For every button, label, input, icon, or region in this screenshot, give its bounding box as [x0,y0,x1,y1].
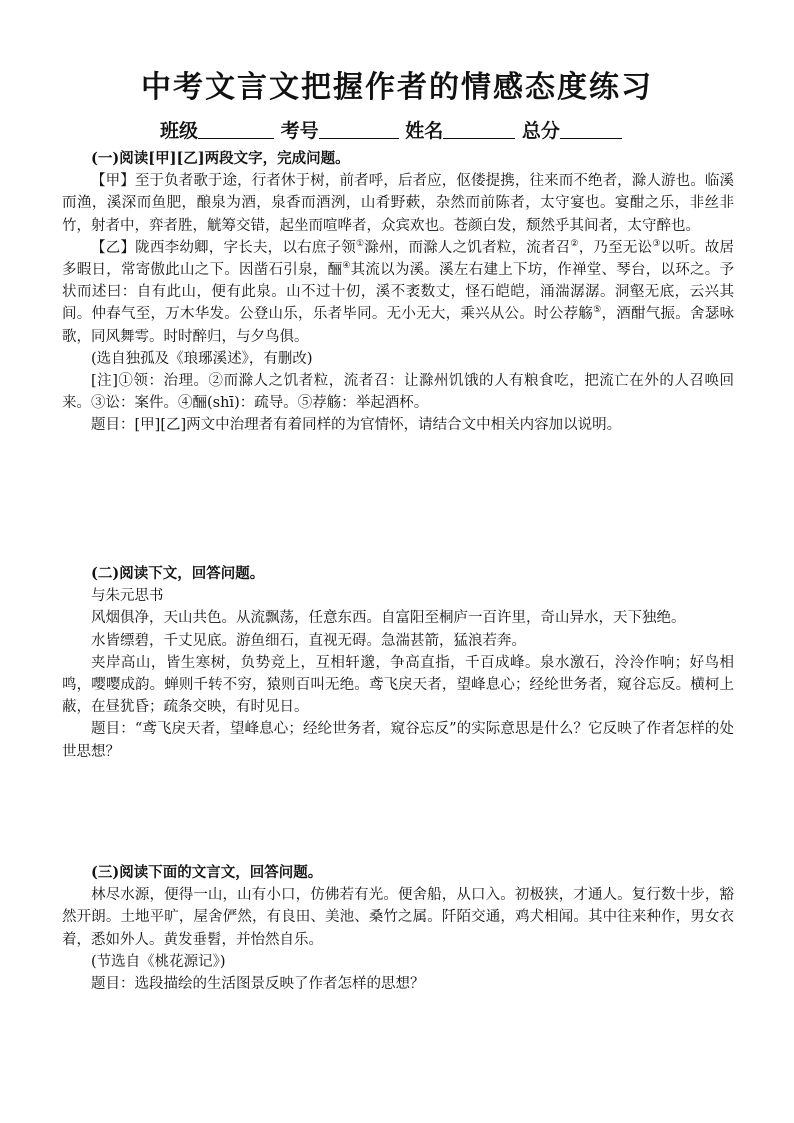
passage-para-1: 风烟俱净，天山共色。从流飘荡，任意东西。自富阳至桐庐一百许里，奇山异水，天下独绝。 [91,610,686,627]
section-2-heading: (二)阅读下文，回答问题。 [91,565,265,582]
exam-no-blank [319,120,399,139]
annotation-notes: [注]①领：治理。②而滁人之饥者粒，流者召：让滁州饥饿的人有粮食吃，把流亡在外的人召唤回来。③讼：案件。④酾(shī)：疏导。⑤荐觞：举起酒杯。 [62,373,734,412]
section-3-heading: (三)阅读下面的文言文，回答问题。 [91,864,323,881]
passage-subtitle: 与朱元思书 [91,588,164,605]
footnote-mark-5: ⑤ [593,305,602,316]
section-1-heading: (一)阅读[甲][乙]两段文字，完成问题。 [91,150,350,167]
question-1: 题目：[甲][乙]两文中治理者有着同样的为官情怀，请结合文中相关内容加以说明。 [91,417,622,434]
passage-yi-source: (选自独孤及《琅琊溪述》，有删改) [91,350,313,367]
class-label: 班级 [160,120,199,142]
name-label: 姓名 [405,120,444,142]
footnote-mark-1: ① [356,238,365,249]
passage-taohuayuan: 林尽水源，便得一山，山有小口，仿佛若有光。便舍船，从口入。初极狭，才通人。复行数十步，豁然开朗。土地平旷，屋舍俨然，有良田、美池、桑竹之属。阡陌交通，鸡犬相闻。其中往来种作，男女衣着，悉如外人。黄发垂髫，并怡然自乐。 [62,887,734,948]
class-blank [198,120,274,139]
score-blank [560,120,622,139]
exam-no-label: 考号 [280,120,319,142]
footnote-mark-2: ② [570,238,579,249]
footnote-mark-3: ③ [652,238,661,249]
passage-para-2: 水皆缥碧，千丈见底。游鱼细石，直视无碍。急湍甚箭，猛浪若奔。 [91,632,526,649]
question-3: 题目：选段描绘的生活图景反映了作者怎样的思想？ [91,976,425,993]
passage-jia: 【甲】至于负者歌于途，行者休于树，前者呼，后者应，伛偻提携，往来而不绝者，滁人游也。临溪而渔，溪深而鱼肥，酿泉为酒，泉香而酒洌，山肴野蔌，杂然而前陈者，太守宴也。宴酣之乐，非丝非竹，射者中，弈者胜，觥筹交错，起坐而喧哗者，众宾欢也。苍颜白发，颓然乎其间者，太守醉也。 [62,173,734,234]
score-label: 总分 [521,120,560,142]
passage-3-source: (节选自《桃花源记》) [91,953,226,970]
footnote-mark-4: ④ [342,261,351,272]
passage-yi: 【乙】陇西李幼卿，字长夫，以右庶子领①滁州，而滁人之饥者粒，流者召②，乃至无讼③以听。故居多暇日，常寄傲此山之下。因凿石引泉，酾④其流以为溪。溪左右建上下坊，作禅堂、琴台，以环之。予状而述曰：自有此山，便有此泉。山不过十仞，溪不袤数丈，怪石皑皑，涌湍潺潺。洞壑无底，云兴其间。仲春气至，万木华发。公登山乐，乐者毕同。无小无大，乘兴从公。时公荐觞⑤，酒酣气振。舍瑟咏歌，同风舞雩。时时醉归，与夕鸟俱。 [62,238,734,345]
passage-para-3: 夹岸高山，皆生寒树，负势竞上，互相轩邈，争高直指，千百成峰。泉水激石，泠泠作响；好鸟相鸣，嘤嘤成韵。蝉则千转不穷，猿则百叫无绝。鸢飞戾天者，望峰息心；经纶世务者，窥谷忘反。横柯上蔽，在昼犹昏；疏条交映，有时见日。 [62,654,734,716]
section-2 [62,563,734,763]
page-title: 中考文言文把握作者的情感态度练习 [141,70,653,105]
name-blank [443,120,515,139]
section-1 [62,148,734,437]
student-info-line [160,116,622,143]
section-3 [62,862,734,995]
question-2: 题目：“鸢飞戾天者，望峰息心；经纶世务者，窥谷忘反”的实际意思是什么？它反映了作者怎样的处世思想？ [62,721,734,760]
